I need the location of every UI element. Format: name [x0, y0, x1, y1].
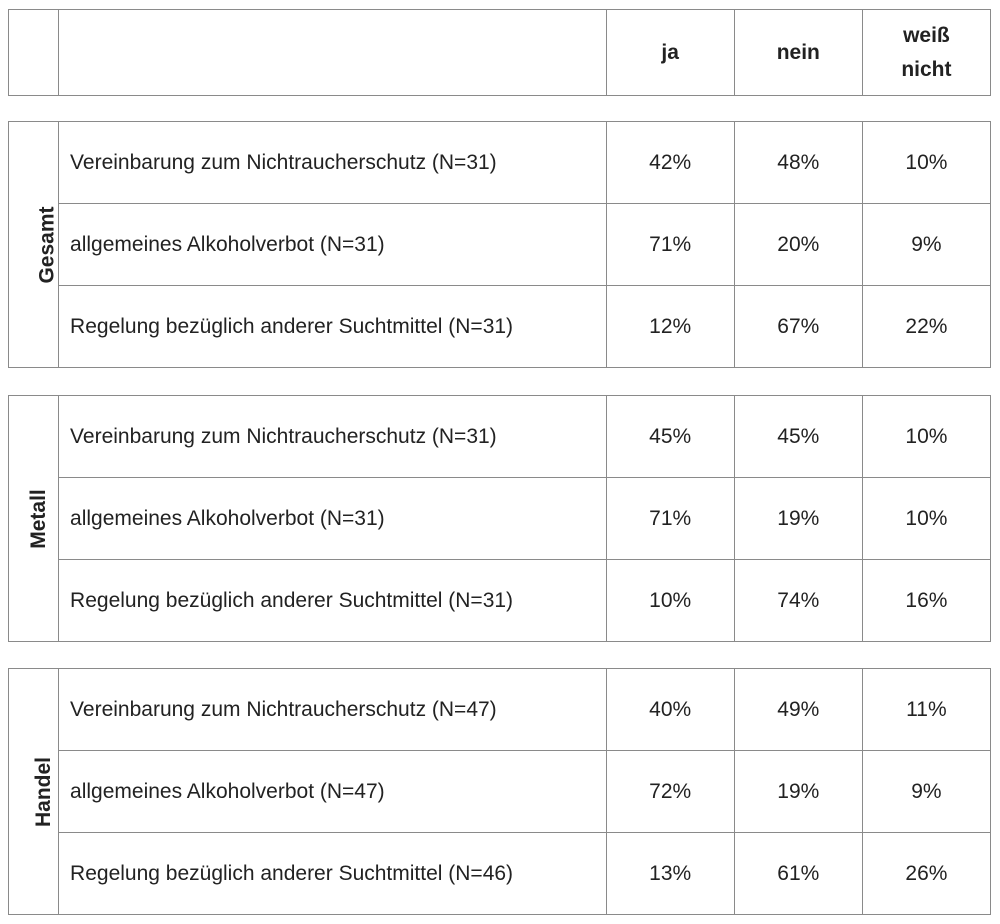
- value-cell-nein: 61%: [734, 833, 862, 915]
- value-cell-weiss-nicht: 9%: [862, 204, 990, 286]
- header-empty-label-cell: [59, 10, 607, 96]
- column-header-weiss-nicht: [862, 10, 990, 96]
- value-cell-nein: 20%: [734, 204, 862, 286]
- table-row: [9, 396, 991, 478]
- value-cell-weiss-nicht: 26%: [862, 833, 990, 915]
- row-label: allgemeines Alkoholverbot (N=31): [59, 478, 607, 560]
- value-cell-ja: 10%: [606, 560, 734, 642]
- column-header-weiss-nicht-text: weiß nicht: [901, 23, 952, 81]
- value-cell-nein: 49%: [734, 669, 862, 751]
- table-row: [9, 286, 991, 368]
- header-row: [9, 10, 991, 96]
- header-empty-group-cell: [9, 10, 59, 96]
- header-table: [8, 9, 991, 96]
- row-label: Regelung bezüglich anderer Suchtmittel (N=31): [59, 286, 607, 368]
- group-label-cell: [9, 669, 59, 915]
- group-label-cell: [9, 122, 59, 368]
- value-cell-weiss-nicht: 10%: [862, 122, 990, 204]
- value-cell-weiss-nicht: 11%: [862, 669, 990, 751]
- value-cell-ja: 12%: [606, 286, 734, 368]
- value-cell-nein: 19%: [734, 751, 862, 833]
- group-table-handel: [8, 668, 991, 915]
- column-header-ja: ja: [606, 10, 734, 96]
- table-row: [9, 204, 991, 286]
- value-cell-nein: 48%: [734, 122, 862, 204]
- value-cell-ja: 13%: [606, 833, 734, 915]
- row-label: Vereinbarung zum Nichtraucherschutz (N=31): [59, 122, 607, 204]
- value-cell-ja: 42%: [606, 122, 734, 204]
- group-table-gesamt: [8, 121, 991, 368]
- table-row: [9, 478, 991, 560]
- value-cell-weiss-nicht: 10%: [862, 396, 990, 478]
- row-label: Vereinbarung zum Nichtraucherschutz (N=47): [59, 669, 607, 751]
- table-row: [9, 560, 991, 642]
- value-cell-ja: 45%: [606, 396, 734, 478]
- value-cell-weiss-nicht: 10%: [862, 478, 990, 560]
- value-cell-ja: 71%: [606, 204, 734, 286]
- row-label: Regelung bezüglich anderer Suchtmittel (N=46): [59, 833, 607, 915]
- value-cell-weiss-nicht: 9%: [862, 751, 990, 833]
- row-label: Regelung bezüglich anderer Suchtmittel (N=31): [59, 560, 607, 642]
- value-cell-weiss-nicht: 16%: [862, 560, 990, 642]
- group-table-metall: [8, 395, 991, 642]
- value-cell-ja: 40%: [606, 669, 734, 751]
- row-label: allgemeines Alkoholverbot (N=47): [59, 751, 607, 833]
- row-label: Vereinbarung zum Nichtraucherschutz (N=31): [59, 396, 607, 478]
- value-cell-nein: 19%: [734, 478, 862, 560]
- group-label: Metall: [26, 488, 50, 549]
- value-cell-nein: 67%: [734, 286, 862, 368]
- value-cell-ja: 72%: [606, 751, 734, 833]
- group-label-cell: [9, 396, 59, 642]
- value-cell-weiss-nicht: 22%: [862, 286, 990, 368]
- value-cell-ja: 71%: [606, 478, 734, 560]
- table-row: [9, 833, 991, 915]
- group-label: Gesamt: [35, 205, 59, 284]
- group-label: Handel: [32, 756, 56, 827]
- table-row: [9, 669, 991, 751]
- value-cell-nein: 74%: [734, 560, 862, 642]
- value-cell-nein: 45%: [734, 396, 862, 478]
- table-row: [9, 122, 991, 204]
- row-label: allgemeines Alkoholverbot (N=31): [59, 204, 607, 286]
- column-header-nein: nein: [734, 10, 862, 96]
- table-row: [9, 751, 991, 833]
